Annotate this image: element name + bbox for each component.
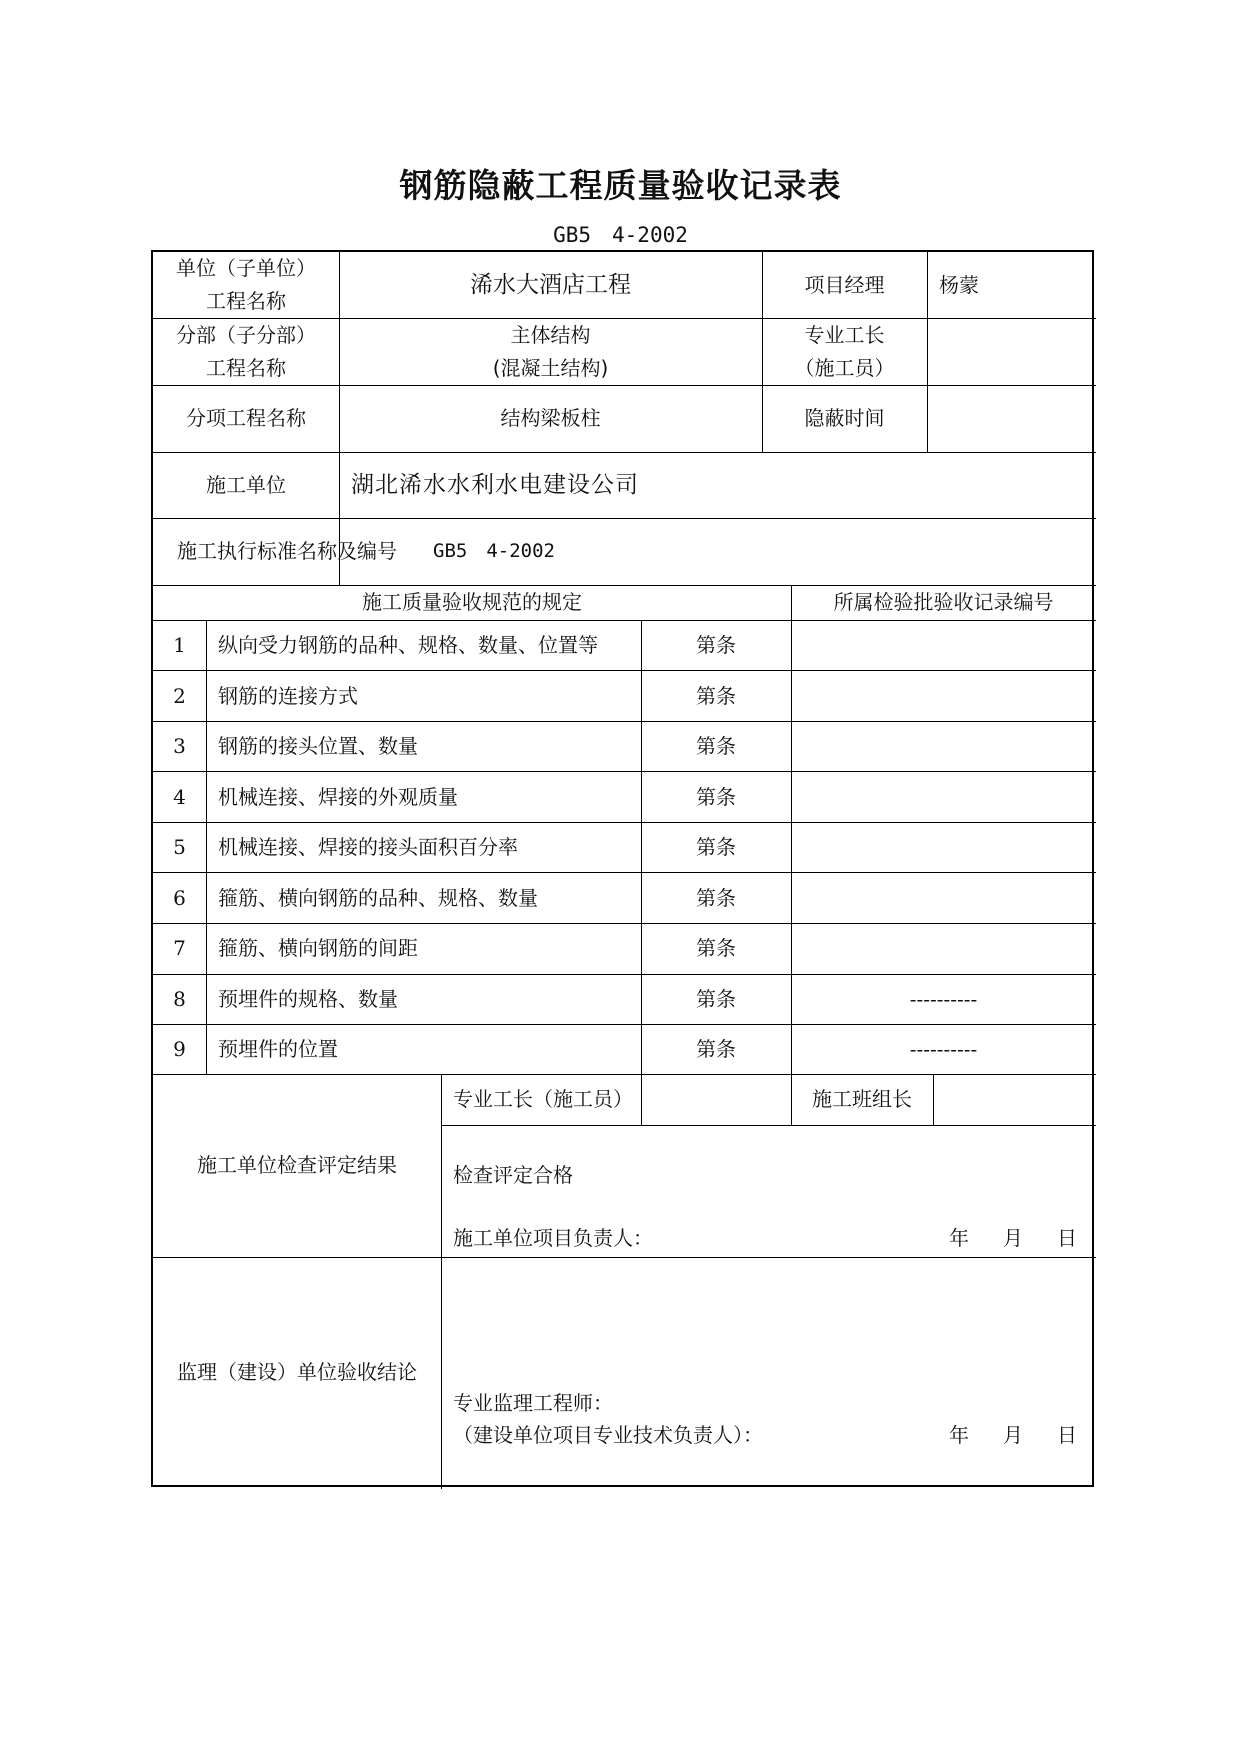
division-name-label [153, 318, 339, 385]
project-manager-label: 项目经理 [804, 272, 885, 297]
check-foreman-label: 专业工长（施工员） [453, 1087, 633, 1111]
spec-item-number: 7 [173, 936, 186, 960]
spec-item-number: 4 [173, 784, 186, 809]
spec-item-clause: 第条 [696, 835, 736, 859]
date-year: 年 [949, 1423, 969, 1447]
spec-item-text: 机械连接、焊接的外观质量 [218, 784, 458, 809]
spec-item-number: 8 [173, 986, 186, 1011]
spec-item-text: 箍筋、横向钢筋的品种、规格、数量 [218, 885, 538, 910]
team-leader-value [933, 1074, 1096, 1125]
spec-item-number: 3 [173, 734, 186, 758]
division-name-label-line2: 工程名称 [206, 355, 286, 380]
spec-item-record [791, 620, 1096, 671]
contractor-check-label: 施工单位检查评定结果 [197, 1153, 397, 1177]
contractor-signer-label: 施工单位项目负责人： [453, 1226, 653, 1250]
division-value-line2: (混凝土结构) [492, 355, 609, 380]
date-day: 日 [1057, 1423, 1077, 1447]
subitem-name-label: 分项工程名称 [186, 406, 306, 430]
spec-item-number: 9 [173, 1037, 186, 1061]
spec-item-clause: 第条 [696, 885, 736, 910]
spec-item-clause: 第条 [696, 784, 736, 809]
spec-item-text: 预埋件的位置 [218, 1037, 338, 1061]
spec-item-text: 机械连接、焊接的接头面积百分率 [218, 835, 518, 859]
subitem-name-value: 结构梁板柱 [500, 406, 601, 430]
spec-right-header: 所属检验批验收记录编号 [833, 590, 1054, 614]
date-month: 月 [1003, 1226, 1023, 1250]
spec-item-number: 2 [173, 683, 186, 708]
contractor-sign-date [949, 1223, 1077, 1253]
spec-item-text: 箍筋、横向钢筋的间距 [218, 936, 418, 960]
division-name-label-line1: 分部（子分部） [176, 322, 316, 347]
spec-item-record: ---------- [909, 986, 978, 1011]
acceptance-record-table [151, 250, 1094, 1487]
spec-left-header: 施工质量验收规范的规定 [362, 590, 582, 614]
foreman-value [927, 318, 1096, 385]
date-month: 月 [1003, 1423, 1023, 1447]
foreman-label-line2: （施工员） [794, 355, 895, 380]
date-day: 日 [1057, 1226, 1077, 1250]
spec-item-text: 纵向受力钢筋的品种、规格、数量、位置等 [218, 633, 598, 657]
spec-item-text: 钢筋的连接方式 [218, 683, 358, 708]
foreman-label [762, 318, 927, 385]
team-leader-label: 施工班组长 [812, 1087, 912, 1111]
contractor-value: 湖北浠水水利水电建设公司 [351, 471, 639, 498]
spec-item-text: 预埋件的规格、数量 [218, 986, 398, 1011]
spec-item-record [791, 772, 1096, 822]
spec-item-record [791, 873, 1096, 923]
unit-name-label [153, 252, 339, 318]
hidden-time-value [927, 385, 1096, 452]
check-result: 检查评定合格 [453, 1163, 573, 1187]
date-year: 年 [949, 1226, 969, 1250]
project-manager-value: 杨蒙 [939, 272, 979, 297]
spec-item-text: 钢筋的接头位置、数量 [218, 734, 418, 758]
foreman-label-line1: 专业工长 [804, 322, 885, 347]
spec-item-number: 1 [173, 633, 186, 657]
spec-item-clause: 第条 [696, 936, 736, 960]
page-title: 钢筋隐蔽工程质量验收记录表 [399, 166, 842, 205]
spec-item-record [791, 671, 1096, 721]
spec-item-clause: 第条 [696, 633, 736, 657]
supervisor-sign-date [949, 1420, 1077, 1450]
exec-standard-value: GB5 4-2002 [433, 540, 555, 562]
spec-item-record [791, 923, 1096, 974]
hidden-time-label: 隐蔽时间 [804, 406, 885, 430]
spec-item-clause: 第条 [696, 683, 736, 708]
spec-item-clause: 第条 [696, 986, 736, 1011]
spec-item-number: 5 [173, 835, 186, 859]
exec-standard-label: 施工执行标准名称及编号 [177, 539, 397, 563]
check-foreman-value [641, 1074, 791, 1125]
contractor-label: 施工单位 [206, 472, 286, 497]
spec-item-clause: 第条 [696, 1037, 736, 1061]
spec-item-record [791, 721, 1096, 772]
division-name-value [339, 318, 762, 385]
spec-item-clause: 第条 [696, 734, 736, 758]
unit-name-label-line1: 单位（子单位） [176, 256, 316, 280]
spec-item-record [791, 822, 1096, 873]
owner-rep-label: （建设单位项目专业技术负责人）： [453, 1423, 763, 1447]
division-value-line1: 主体结构 [510, 322, 591, 347]
supervisor-conclusion-label: 监理（建设）单位验收结论 [177, 1359, 417, 1384]
supervising-engineer-label: 专业监理工程师： [453, 1391, 613, 1415]
spec-item-number: 6 [173, 885, 186, 910]
unit-name-value: 浠水大酒店工程 [470, 271, 631, 298]
standard-code: GB5 4-2002 [553, 223, 688, 247]
unit-name-label-line2: 工程名称 [206, 289, 286, 313]
spec-item-record: ---------- [909, 1037, 978, 1061]
